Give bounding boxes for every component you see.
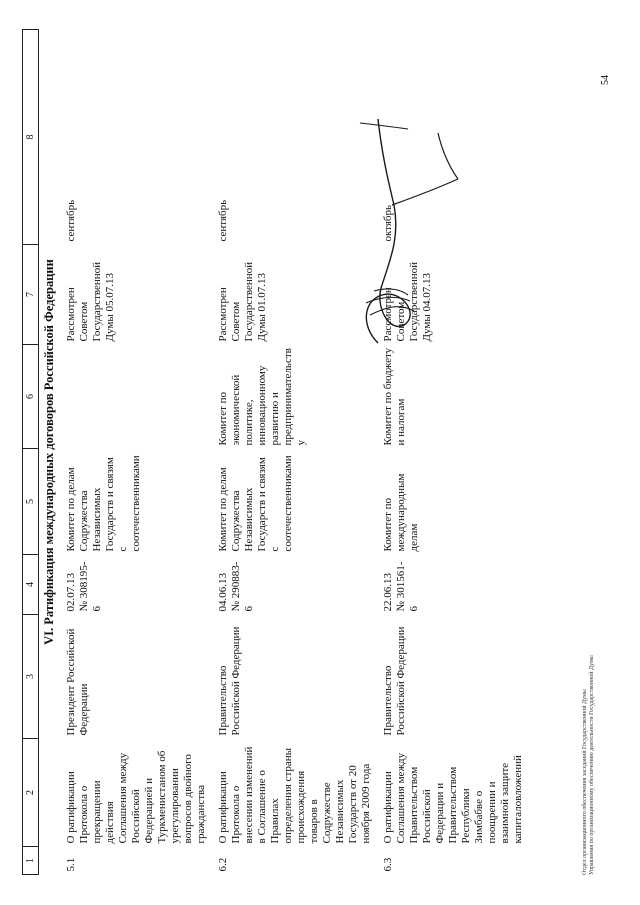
submission-date: 22.06.13 (382, 573, 394, 612)
scheduled-month: сентябрь (65, 199, 77, 242)
scheduled-month: сентябрь (217, 199, 229, 242)
handwritten-signature (330, 95, 480, 355)
co-executor-committee: Комитет по экономической политике, инновационному развитию и предпринимательству (217, 348, 307, 446)
registration-number: № 290883-6 (230, 561, 255, 612)
page-number: 54 (600, 75, 611, 85)
responsible-committee: Комитет по делам Содружества Независимых Государств и связям с соотечественниками (65, 455, 142, 552)
table-row (62, 30, 214, 875)
registration-number: № 308195-6 (78, 561, 103, 612)
row-number: 6.3 (382, 857, 394, 872)
column-number: 6 (23, 345, 39, 449)
column-number: 8 (23, 30, 39, 245)
column-number: 5 (23, 449, 39, 555)
registration-number: № 301561-6 (395, 561, 420, 612)
bill-title: О ратификации Протокола о прекращении действия Соглашения между Российской Федерацией и Туркменистаном об урегулировании вопросов двойного гражданства (65, 750, 207, 844)
submission-date: 04.06.13 (217, 573, 229, 612)
column-numbers-row (23, 30, 39, 875)
initiator: Правительство Российской Федерации (382, 626, 407, 736)
footer-directorate: Управления по организационному обеспечению деятельности Государственной Думы (589, 655, 595, 875)
row-number: 6.2 (217, 857, 229, 872)
bill-title: О ратификации Соглашения между Правительством Российской Федерации и Правительством Республики Зимбабве о поощрении и взаимной защите капиталовложений (382, 752, 524, 844)
column-number: 2 (23, 739, 39, 847)
column-number: 1 (23, 847, 39, 875)
section-heading-row (39, 30, 63, 875)
submission-date: 02.07.13 (65, 573, 77, 612)
footer-note (582, 655, 596, 875)
column-number: 7 (23, 245, 39, 345)
submission-info (62, 555, 214, 615)
section-title: VI. Ратификация международных договоров Российской Федерации (42, 259, 56, 645)
co-executor-committee: Комитет по бюджету и налогам (382, 347, 407, 446)
responsible-committee: Комитет по делам Содружества Независимых Государств и связям с соотечественниками (217, 455, 294, 552)
submission-info (214, 555, 379, 615)
initiator: Президент Российской Федерации (65, 628, 90, 736)
review-status: Рассмотрен Советом Государственной Думы 04.07.13 (382, 261, 433, 342)
responsible-committee: Комитет по международным делам (382, 473, 420, 552)
row-number: 5.1 (65, 857, 77, 872)
bill-title: О ратификации Протокола о внесении изменений в Соглашение о Правилах определения страны происхождения товаров в Содружестве Независимых Государств от 20 ноября 2009 года (217, 746, 372, 844)
column-number: 3 (23, 615, 39, 739)
column-number: 4 (23, 555, 39, 615)
submission-info (379, 555, 531, 615)
initiator: Правительство Российской Федерации (217, 626, 242, 736)
co-executor-committee (62, 345, 214, 449)
footer-department: Отдел организационного обеспечения заседаний Государственной Думы (582, 689, 588, 875)
review-status: Рассмотрен Советом Государственной Думы 01.07.13 (217, 261, 268, 342)
review-status: Рассмотрен Советом Государственной Думы 05.07.13 (65, 261, 116, 342)
scheduled-month: октябрь (382, 204, 394, 242)
